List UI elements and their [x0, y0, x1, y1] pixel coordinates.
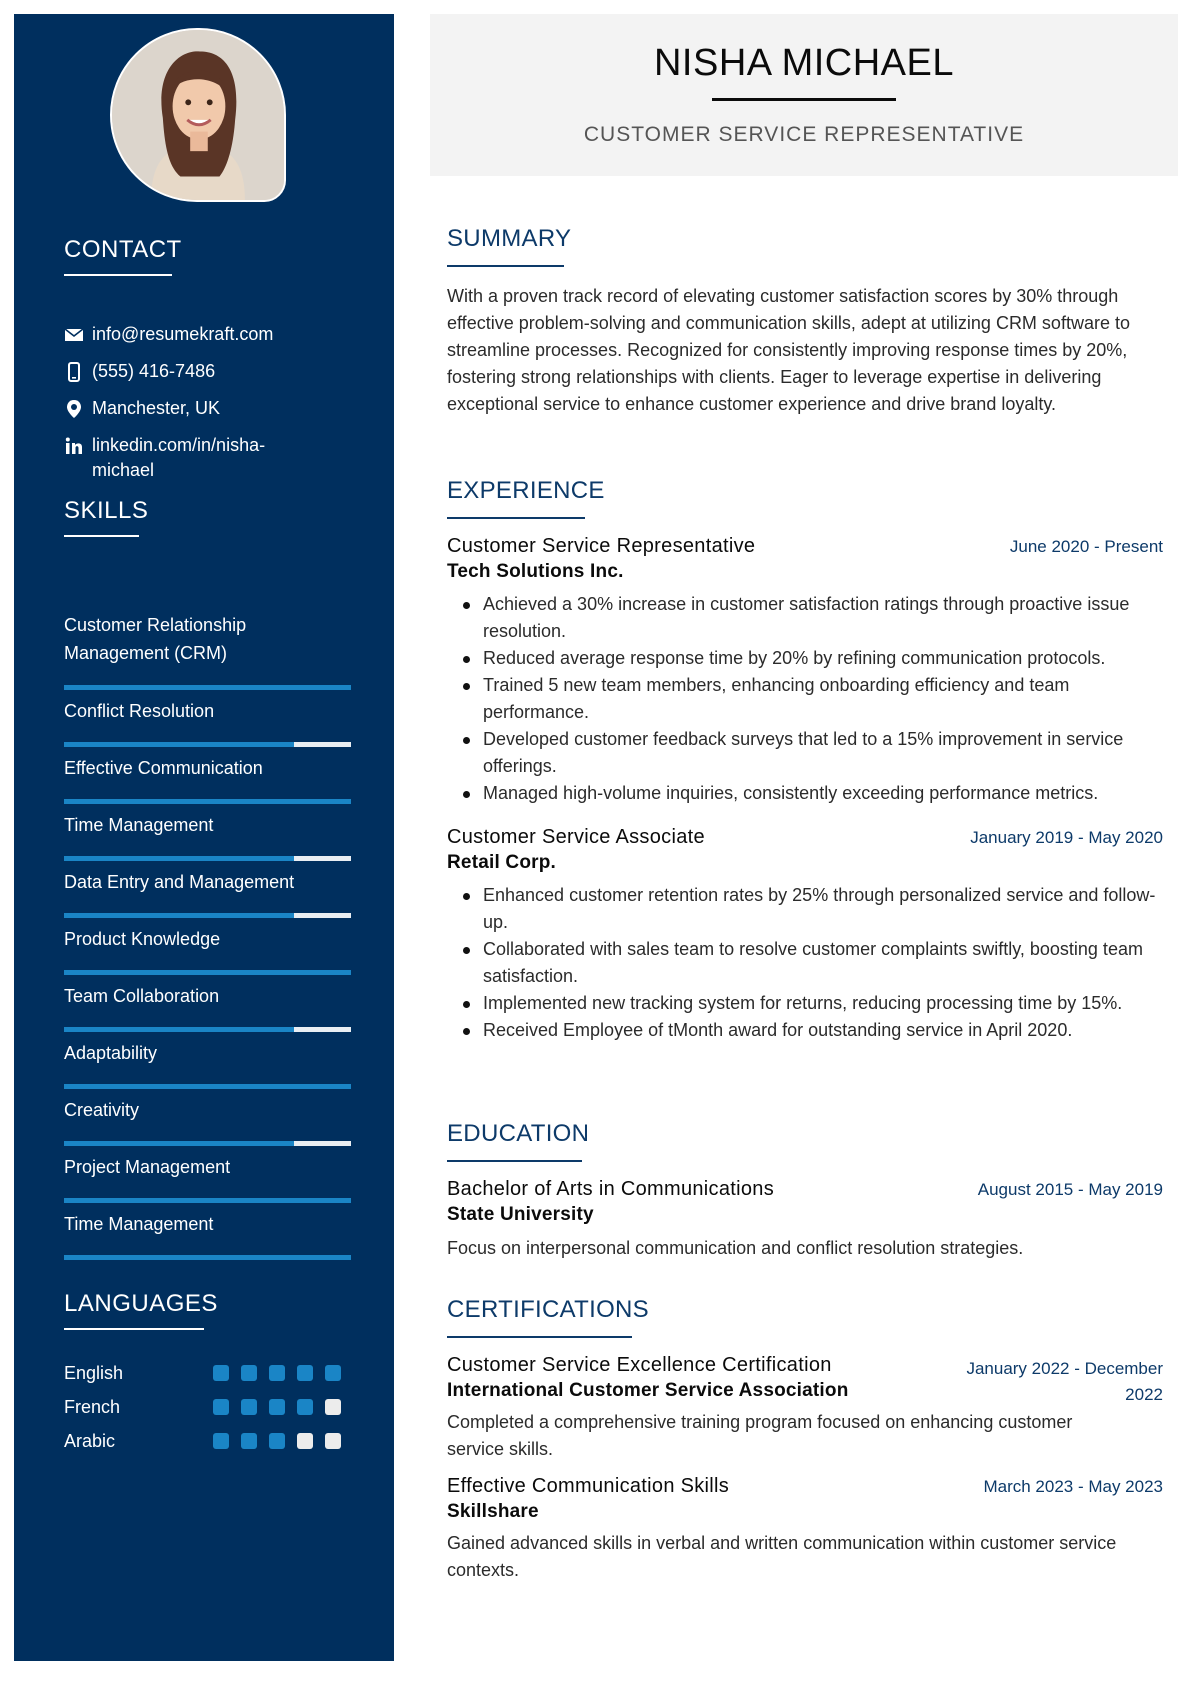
contact-heading: CONTACT	[64, 236, 182, 263]
contact-phone-text: (555) 416-7486	[92, 361, 216, 381]
experience-heading: EXPERIENCE	[447, 477, 605, 504]
skill-item	[64, 697, 351, 754]
candidate-title: CUSTOMER SERVICE REPRESENTATIVE	[583, 123, 1025, 146]
certification-title: Effective Communication Skills	[447, 1475, 730, 1497]
skill-bar-fill	[64, 1027, 294, 1032]
skill-label: Time Management	[64, 815, 214, 835]
language-rating	[213, 1365, 353, 1381]
job-title: Customer Service Associate	[447, 826, 705, 848]
contact-email[interactable]	[64, 322, 364, 347]
skill-bar-track	[64, 1198, 351, 1203]
job-bullet: Developed customer feedback surveys that led to a 15% improvement in service offerings.	[447, 726, 1167, 780]
certifications-heading-rule	[447, 1336, 632, 1338]
skills-heading: SKILLS	[64, 497, 149, 524]
skills-list	[64, 611, 351, 1267]
job-bullet: Enhanced customer retention rates by 25% through personalized service and follow-up.	[447, 882, 1167, 936]
resume-header	[430, 14, 1178, 176]
skill-label: Creativity	[64, 1100, 140, 1120]
skill-item	[64, 1096, 351, 1153]
job-bullet: Trained 5 new team members, enhancing onboarding efficiency and team performance.	[447, 672, 1167, 726]
rating-dot-filled	[213, 1399, 229, 1415]
language-item	[64, 1390, 364, 1424]
skill-bar-fill	[64, 742, 294, 747]
languages-list	[64, 1356, 364, 1458]
rating-dot-filled	[297, 1365, 313, 1381]
rating-dot-filled	[269, 1433, 285, 1449]
rating-dot-filled	[241, 1433, 257, 1449]
skill-bar-fill	[64, 970, 351, 975]
summary-heading: SUMMARY	[447, 225, 572, 252]
education-school: State University	[447, 1204, 594, 1225]
skill-bar-fill	[64, 856, 294, 861]
certification-issuer: International Customer Service Association	[447, 1380, 849, 1401]
education-dates: August 2015 - May 2019	[977, 1180, 1163, 1199]
skill-bar-track	[64, 913, 351, 918]
certifications-heading: CERTIFICATIONS	[447, 1296, 649, 1323]
job-bullet: Achieved a 30% increase in customer satisfaction ratings through proactive issue resolution.	[447, 591, 1167, 645]
language-rating	[213, 1399, 353, 1415]
certification-dates	[966, 1356, 1163, 1408]
skill-bar-fill	[64, 685, 351, 690]
rating-dot-empty	[297, 1433, 313, 1449]
language-name: English	[64, 1363, 124, 1383]
contact-location-text: Manchester, UK	[92, 398, 221, 418]
skill-label: Time Management	[64, 1214, 214, 1234]
certification-dates: March 2023 - May 2023	[983, 1477, 1163, 1496]
candidate-name: NISHA MICHAEL	[653, 42, 955, 84]
skill-item	[64, 754, 351, 811]
skill-label: Project Management	[64, 1157, 231, 1177]
profile-photo-image	[112, 30, 284, 200]
skill-label: Adaptability	[64, 1043, 158, 1063]
contact-list	[64, 322, 364, 495]
skill-bar-track	[64, 1027, 351, 1032]
certification-dates-line1: January 2022 - December	[966, 1359, 1163, 1378]
skill-item	[64, 611, 351, 697]
contact-location	[64, 396, 364, 421]
skill-bar-fill	[64, 1198, 351, 1203]
skill-item	[64, 1153, 351, 1210]
skill-bar-fill	[64, 913, 294, 918]
summary-text: With a proven track record of elevating customer satisfaction scores by 30% through effective problem-solving and communication skills, adept at utilizing CRM software to streamline processes. Recognized for consistently improving response times by 20%, fostering strong relationships with clients. Eager to leverage expertise in delivering exceptional service to enhance customer experience and drive brand loyalty.	[447, 286, 1130, 414]
job-bullet: Implemented new tracking system for returns, reducing processing time by 15%.	[447, 990, 1167, 1017]
rating-dot-filled	[241, 1399, 257, 1415]
education-description: Focus on interpersonal communication and conflict resolution strategies.	[447, 1238, 1024, 1258]
language-item	[64, 1356, 364, 1390]
skill-label-line1: Customer Relationship	[64, 615, 247, 635]
skill-bar-track	[64, 1255, 351, 1260]
contact-linkedin[interactable]	[64, 433, 364, 483]
certification-description: Gained advanced skills in verbal and written communication within customer service contexts.	[447, 1533, 1117, 1580]
contact-heading-rule	[64, 274, 172, 276]
skill-bar-track	[64, 742, 351, 747]
job-bullets	[447, 882, 1167, 1044]
skill-bar-track	[64, 685, 351, 690]
skill-item	[64, 868, 351, 925]
skill-bar-track	[64, 799, 351, 804]
certification-description: Completed a comprehensive training program focused on enhancing customer service skills.	[447, 1412, 1073, 1459]
skill-bar-fill	[64, 799, 351, 804]
skill-bar-fill	[64, 1084, 351, 1089]
job-bullet: Managed high-volume inquiries, consistently exceeding performance metrics.	[447, 780, 1167, 807]
certification-dates-line2: 2022	[1125, 1385, 1163, 1404]
skill-label: Effective Communication	[64, 758, 263, 778]
languages-heading-rule	[64, 1328, 204, 1330]
education-heading: EDUCATION	[447, 1120, 590, 1147]
summary-heading-rule	[447, 265, 564, 267]
job-dates: June 2020 - Present	[1009, 537, 1163, 556]
map-pin-icon	[64, 399, 84, 419]
name-underline	[712, 98, 896, 101]
language-item	[64, 1424, 364, 1458]
skill-bar-track	[64, 1141, 351, 1146]
skill-item	[64, 982, 351, 1039]
skill-item	[64, 1039, 351, 1096]
rating-dot-filled	[269, 1365, 285, 1381]
contact-email-text: info@resumekraft.com	[92, 324, 274, 344]
education-heading-rule	[447, 1160, 582, 1162]
job-title: Customer Service Representative	[447, 535, 756, 557]
skill-bar-fill	[64, 1255, 351, 1260]
job-company: Tech Solutions Inc.	[447, 561, 624, 582]
rating-dot-filled	[269, 1399, 285, 1415]
skill-bar-track	[64, 1084, 351, 1089]
skill-bar-fill	[64, 1141, 294, 1146]
rating-dot-filled	[213, 1365, 229, 1381]
certification-title: Customer Service Excellence Certification	[447, 1354, 832, 1376]
rating-dot-empty	[325, 1433, 341, 1449]
skill-label-line2: Management (CRM)	[64, 643, 228, 663]
skill-label: Team Collaboration	[64, 986, 220, 1006]
job-bullet: Received Employee of tMonth award for outstanding service in April 2020.	[447, 1017, 1167, 1044]
rating-dot-filled	[325, 1365, 341, 1381]
language-rating	[213, 1433, 353, 1449]
profile-photo	[110, 28, 286, 202]
skill-label: Product Knowledge	[64, 929, 221, 949]
rating-dot-empty	[325, 1399, 341, 1415]
job-bullets	[447, 591, 1167, 807]
rating-dot-filled	[297, 1399, 313, 1415]
education-degree: Bachelor of Arts in Communications	[447, 1178, 775, 1200]
job-bullet: Collaborated with sales team to resolve customer complaints swiftly, boosting team satisfaction.	[447, 936, 1167, 990]
skill-label: Conflict Resolution	[64, 701, 215, 721]
envelope-icon	[64, 325, 84, 345]
job-bullet: Reduced average response time by 20% by refining communication protocols.	[447, 645, 1167, 672]
skill-item	[64, 811, 351, 868]
experience-heading-rule	[447, 517, 585, 519]
rating-dot-filled	[213, 1433, 229, 1449]
languages-heading: LANGUAGES	[64, 1290, 218, 1317]
skill-bar-track	[64, 856, 351, 861]
contact-linkedin-line2: michael	[92, 460, 155, 480]
skill-item	[64, 925, 351, 982]
rating-dot-filled	[241, 1365, 257, 1381]
contact-linkedin-line1: linkedin.com/in/nisha-	[92, 435, 266, 455]
linkedin-icon	[64, 436, 84, 456]
sidebar	[14, 14, 394, 1661]
certification-issuer: Skillshare	[447, 1501, 539, 1522]
skill-label: Data Entry and Management	[64, 872, 295, 892]
language-name: Arabic	[64, 1431, 116, 1451]
job-company: Retail Corp.	[447, 852, 557, 873]
skill-item	[64, 1210, 351, 1267]
skills-heading-rule	[64, 535, 139, 537]
mobile-phone-icon	[64, 362, 84, 382]
contact-phone[interactable]	[64, 359, 364, 384]
language-name: French	[64, 1397, 121, 1417]
skill-bar-track	[64, 970, 351, 975]
job-dates: January 2019 - May 2020	[970, 828, 1163, 847]
